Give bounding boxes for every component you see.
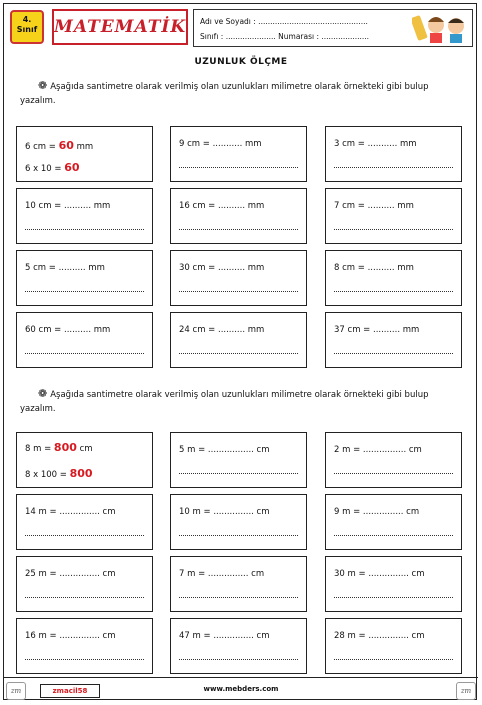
exercise-question: 5 cm = .......... mm (25, 263, 105, 273)
exercise-box (16, 618, 153, 674)
exercise-question: 24 cm = .......... mm (179, 325, 265, 335)
answer-line[interactable] (334, 597, 453, 598)
answer-line[interactable] (334, 291, 453, 292)
example-box-1: 6 cm = 60 mm 6 x 10 = 60 (16, 126, 153, 182)
exercise-box (16, 250, 153, 306)
exercise-box (16, 494, 153, 550)
exercise-question: 25 m = ............... cm (25, 569, 116, 579)
class-field: Sınıfı : ..................... Numarası : .................... (200, 32, 370, 41)
right-zm-logo-icon: zm (456, 682, 476, 700)
exercise-box (16, 556, 153, 612)
answer-line[interactable] (179, 291, 298, 292)
answer-line[interactable] (334, 229, 453, 230)
exercise-box (170, 618, 307, 674)
grade-label: Sınıf (16, 24, 38, 34)
answer-line[interactable] (179, 535, 298, 536)
exercise-question: 47 m = ............... cm (179, 631, 270, 641)
exercise-question: 14 m = ............... cm (25, 507, 116, 517)
grade-number: 4. (22, 15, 32, 24)
flower-bullet-icon: ❁ (38, 79, 48, 92)
exercise-question: 37 cm = .......... mm (334, 325, 420, 335)
worksheet-code: zmacil58 (40, 684, 100, 698)
exercise-box (170, 312, 307, 368)
exercise-box (325, 188, 462, 244)
exercise-question: 16 cm = .......... mm (179, 201, 265, 211)
exercise-question: 9 m = ............... cm (334, 507, 420, 517)
exercise-box (170, 556, 307, 612)
exercise-question: 7 cm = .......... mm (334, 201, 414, 211)
answer-line[interactable] (25, 353, 144, 354)
answer-line[interactable] (334, 535, 453, 536)
left-zm-logo-icon: zm (6, 682, 26, 700)
footer-divider (4, 677, 478, 678)
exercise-box (16, 188, 153, 244)
exercise-question: 8 cm = .......... mm (334, 263, 414, 273)
exercise-question: 10 m = ............... cm (179, 507, 270, 517)
answer-line[interactable] (179, 353, 298, 354)
answer-line[interactable] (179, 167, 298, 168)
page-title: UZUNLUK ÖLÇME (194, 57, 288, 67)
answer-line[interactable] (334, 659, 453, 660)
exercise-box (325, 312, 462, 368)
subject-logo: MATEMATİK (52, 9, 188, 45)
exercise-question: 10 cm = .......... mm (25, 201, 111, 211)
exercise-box (325, 126, 462, 182)
example-box-2: 8 m = 800 cm 8 x 100 = 800 (16, 432, 153, 488)
answer-line[interactable] (179, 659, 298, 660)
answer-line[interactable] (25, 229, 144, 230)
exercise-question: 2 m = ................ cm (334, 445, 422, 455)
exercise-box (325, 556, 462, 612)
exercise-question: 16 m = ............... cm (25, 631, 116, 641)
exercise-question: 5 m = ................. cm (179, 445, 270, 455)
answer-line[interactable] (25, 659, 144, 660)
exercise-question: 7 m = ............... cm (179, 569, 265, 579)
section1-instruction: ❁ Aşağıda santimetre olarak verilmiş olan uzunlukları milimetre olarak örnekteki gibi bulup yazalım. (20, 79, 429, 106)
answer-line[interactable] (25, 597, 144, 598)
exercise-box (325, 494, 462, 550)
flower-bullet-icon: ❁ (38, 387, 48, 400)
exercise-box (325, 432, 462, 488)
exercise-box (170, 494, 307, 550)
answer-line[interactable] (334, 167, 453, 168)
answer-line[interactable] (25, 535, 144, 536)
exercise-question: 3 cm = ........... mm (334, 139, 417, 149)
exercise-box (325, 250, 462, 306)
exercise-box (16, 312, 153, 368)
exercise-question: 9 cm = ........... mm (179, 139, 262, 149)
exercise-box (170, 188, 307, 244)
exercise-box (325, 618, 462, 674)
exercise-question: 30 cm = .......... mm (179, 263, 265, 273)
exercise-question: 28 m = ............... cm (334, 631, 425, 641)
name-field: Adı ve Soyadı : .............................................. (200, 17, 368, 26)
exercise-box (170, 126, 307, 182)
section2-instruction: ❁ Aşağıda santimetre olarak verilmiş olan uzunlukları milimetre olarak örnekteki gibi bulup yazalım. (20, 387, 429, 414)
exercise-box (170, 250, 307, 306)
footer-website: www.mebders.com (203, 685, 279, 693)
answer-line[interactable] (179, 597, 298, 598)
answer-line[interactable] (179, 229, 298, 230)
exercise-question: 30 m = ............... cm (334, 569, 425, 579)
exercise-question: 60 cm = .......... mm (25, 325, 111, 335)
exercise-box (170, 432, 307, 488)
answer-line[interactable] (25, 291, 144, 292)
answer-line[interactable] (179, 473, 298, 474)
kids-illustration-icon (412, 12, 472, 44)
answer-line[interactable] (334, 473, 453, 474)
grade-badge (10, 10, 44, 44)
answer-line[interactable] (334, 353, 453, 354)
